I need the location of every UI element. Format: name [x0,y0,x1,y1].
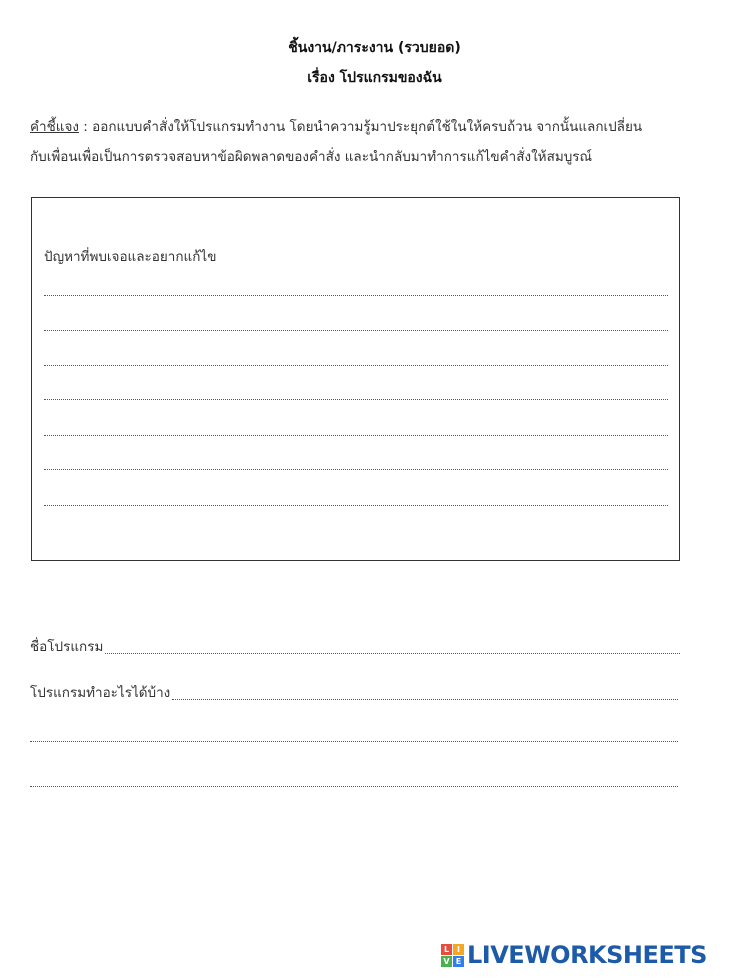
program-name-label: ชื่อโปรแกรม [30,639,104,655]
liveworksheets-logo [441,940,707,970]
instructions-label: คำชี้แจง [30,119,79,135]
answer-line[interactable] [44,505,668,506]
instructions-line-2: กับเพื่อนเพื่อเป็นการตรวจสอบหาข้อผิดพลาดของคำสั่ง และนำกลับมาทำการแก้ไขคำสั่งให้สมบูรณ์ [30,149,593,165]
program-does-input[interactable] [172,699,678,700]
logo-letter-l: L [441,944,452,955]
page-title: ชิ้นงาน/ภาระงาน (รวบยอด) [288,40,461,56]
logo-letter-v: V [441,956,452,967]
answer-line[interactable] [44,330,668,331]
problem-box [31,197,680,561]
answer-line[interactable] [44,295,668,296]
page-subtitle: เรื่อง โปรแกรมของฉัน [307,70,442,86]
answer-line[interactable] [44,399,668,400]
logo-letter-i: I [453,944,464,955]
logo-letter-e: E [453,956,464,967]
instructions-text-1: : ออกแบบคำสั่งให้โปรแกรมทำงาน โดยนำความรู้มาประยุกต์ใช้ในให้ครบถ้วน จากนั้นแลกเปลี่ยน [78,119,643,135]
program-does-field [30,681,678,703]
answer-line[interactable] [30,786,678,787]
problem-label: ปัญหาที่พบเจอและอยากแก้ไข [44,249,217,265]
program-name-field [30,635,680,657]
logo-text: LIVEWORKSHEETS [467,941,707,969]
answer-line[interactable] [44,365,668,366]
answer-line[interactable] [44,435,668,436]
answer-line[interactable] [30,741,678,742]
instructions-line-1 [30,115,710,137]
logo-icon [441,944,464,967]
program-name-input[interactable] [105,653,680,654]
program-does-label: โปรแกรมทำอะไรได้บ้าง [30,685,171,701]
answer-line[interactable] [44,469,668,470]
